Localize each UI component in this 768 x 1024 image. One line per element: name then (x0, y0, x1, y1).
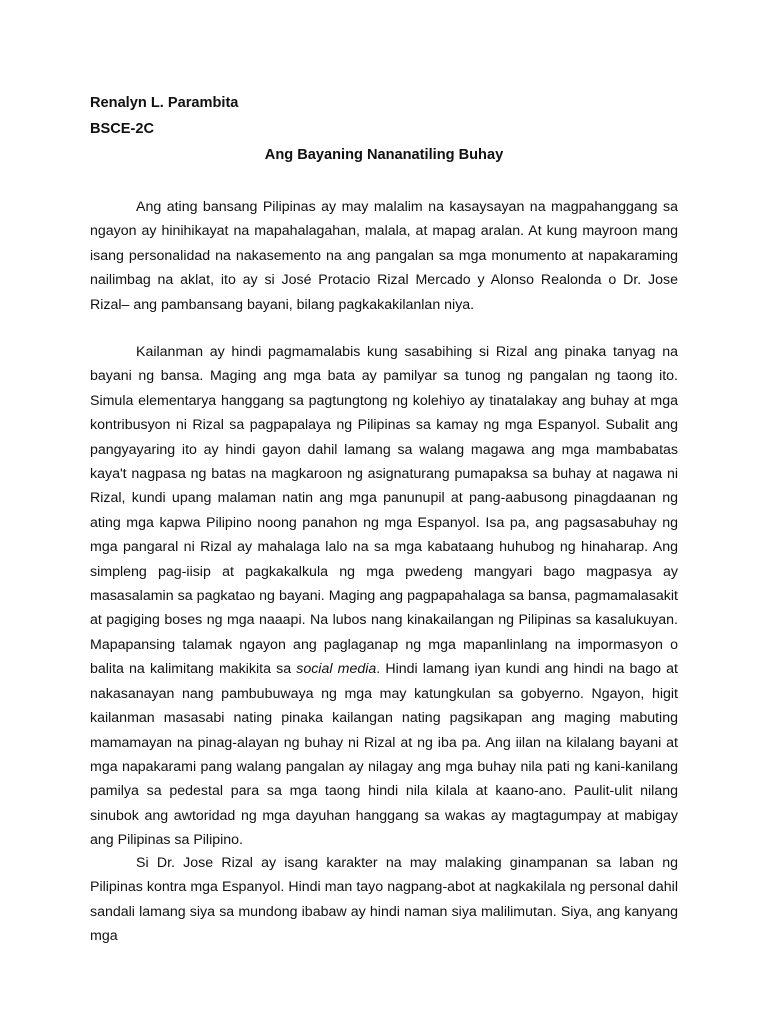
course-section: BSCE-2C (90, 121, 155, 137)
paragraph-2 (90, 340, 678, 853)
paragraph-2-text-end: . Hindi lamang iyan kundi ang hindi na bago at nakasanayan nang pambubuwaya ng mga may katungkulan sa gobyerno. Ngayon, higit kailanman masasabi nating pinaka kailangan nating pagsikapan ang maging mabuting mamamayan na pinag-alayan ng buhay ni Rizal at ng iba pa. Ang iilan na kilalang bayani at mga napakarami pang walang pangalan ay nilagay ang mga buhay nila pati ng kani-kanilang pamilya sa pedestal para sa mga taong hindi nila kilala at kaano-ano. Paulit-ulit nilang sinubok ang awtoridad ng mga dayuhan hanggang sa wakas ay magtagumpay at mabigay ang Pilipinas sa Pilipino. (90, 661, 679, 849)
paragraph-3 (90, 851, 678, 949)
paragraph-3-text: Si Dr. Jose Rizal ay isang karakter na may malaking ginampanan sa laban ng Pilipinas kontra mga Espanyol. Hindi man tayo nagpang-abot at nagkakilala ng personal dahil sandali lamang siya sa mundong ibabaw ay hindi naman siya malilimutan. Siya, ang kanyang mga (90, 855, 678, 945)
paragraph-2-text-start: Kailanman ay hindi pagmamalabis kung sasabihing si Rizal ang pinaka tanyag na bayani ng bansa. Maging ang mga bata ay pamilyar sa tunog ng pangalan ng taong ito. Simula elementarya hanggang sa pagtungtong ng kolehiyo ay tinatalakay ang buhay at mga kontribusyon ni Rizal sa pagpapalaya ng Pilipinas sa kamay ng mga Espanyol. Subalit ang pangyayaring ito ay hindi gayon dahil lamang sa walang magawa ang mga mambabatas kaya't nagpasa ng batas na magkaroon ng asignaturang pumapaksa sa buhay at nagawa ni Rizal, kundi upang malaman natin ang mga panunupil at pang-aabusong pinagdaanan ng ating mga kapwa Pilipino noong panahon ng mga Espanyol. Isa pa, ang pagsasabuhay ng mga pangaral ni Rizal ay mahalaga lalo na sa mga kabataang huhubog ng hinaharap. Ang simpleng pag-iisip at pagkakalkula ng mga pwedeng mangyari bago magpasya ay masasalamin sa pagkatao ng bayani. Maging ang pagpapahalaga sa bansa, pagmamalasakit at pagiging boses ng mga naaapi. Na lubos nang kinakailangan ng Pilipinas sa kasalukuyan. Mapapansing talamak ngayon ang paglaganap ng mga mapanlinlang na impormasyon o balita na kalimitang makikita sa (90, 344, 678, 678)
author-name: Renalyn L. Parambita (90, 95, 239, 111)
paragraph-1-text: Ang ating bansang Pilipinas ay may malalim na kasaysayan na magpahanggang sa ngayon ay hinihikayat na mapahalagahan, malala, at mapag aralan. At kung mayroon mang isang personalidad na nakasemento na ang pangalan sa mga monumento at napakaraming nailimbag na aklat, ito ay si José Protacio Rizal Mercado y Alonso Realonda o Dr. Jose Rizal– ang pambansang bayani, bilang pagkakakilanlan niya. (90, 199, 678, 313)
paragraph-2-italic-term: social media (296, 661, 377, 678)
essay-title: Ang Bayaning Nananatiling Buhay (264, 147, 504, 163)
paragraph-1 (90, 195, 678, 317)
